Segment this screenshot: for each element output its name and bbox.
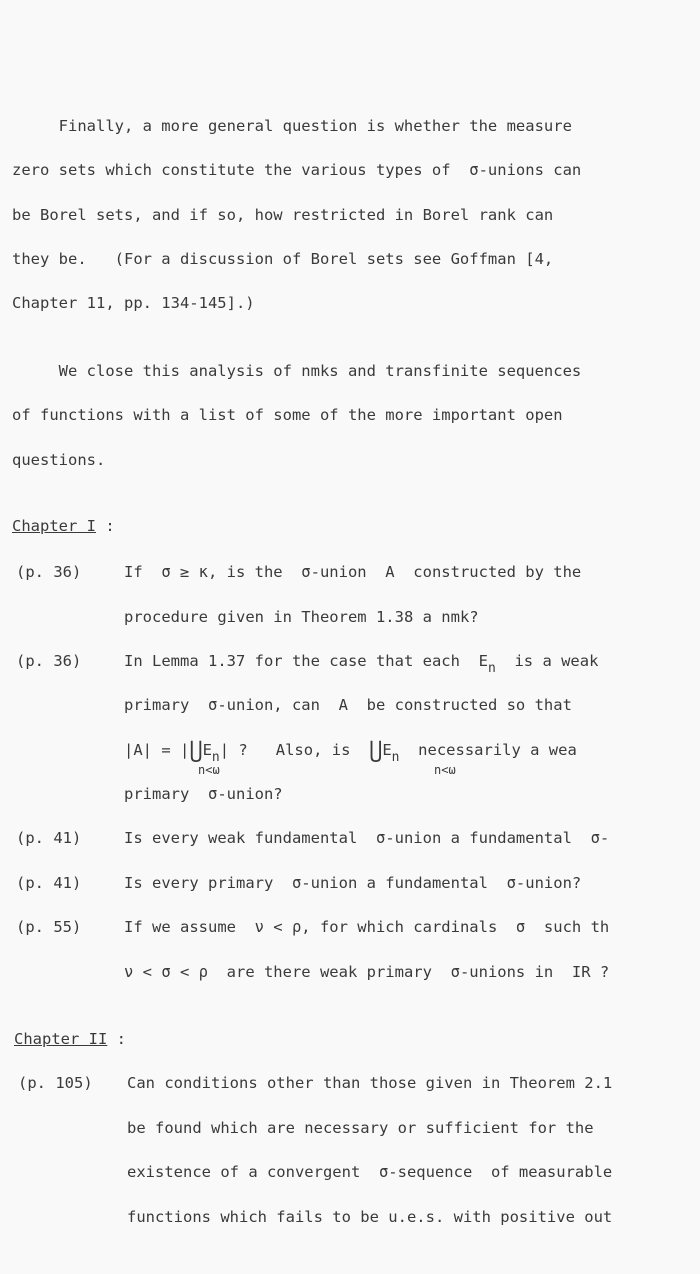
page-reference: (p. 105)	[18, 1074, 93, 1092]
page-reference: (p. 55)	[16, 918, 82, 936]
question-line: functions which fails to be u.e.s. with positive out	[127, 1208, 613, 1226]
question-text: is a weak	[495, 652, 599, 670]
page-reference: (p. 36)	[16, 563, 82, 581]
text-line: Finally, a more general question is whether the measure	[12, 117, 572, 135]
page-reference: (p. 41)	[16, 874, 82, 892]
chapter-colon: :	[107, 1030, 126, 1048]
question-text: In Lemma 1.37 for the case that each E	[124, 652, 488, 670]
formula-text: E	[382, 741, 392, 759]
page-reference: (p. 36)	[16, 652, 82, 670]
question-line: primary σ-union, can A be constructed so that	[124, 696, 572, 714]
question-line: ν < σ < ρ are there weak primary σ-unions in IR ?	[124, 963, 610, 981]
formula-line	[124, 738, 577, 765]
question-line: existence of a convergent σ-sequence of measurable	[127, 1163, 613, 1181]
page-reference: (p. 41)	[16, 829, 82, 847]
subscript: n	[487, 661, 496, 676]
question-line: If σ ≥ κ, is the σ-union A constructed by the	[124, 563, 582, 581]
chapter-title: Chapter II	[14, 1030, 108, 1048]
text-line: We close this analysis of nmks and transfinite sequences	[12, 362, 582, 380]
question-line: procedure given in Theorem 1.38 a nmk?	[124, 608, 479, 626]
subscript: n	[391, 750, 400, 765]
union-index: n<ω	[434, 763, 456, 777]
chapter-heading	[12, 516, 115, 536]
question-line: primary σ-union?	[124, 785, 283, 803]
union-symbol: ⋃	[369, 738, 383, 763]
text-line: zero sets which constitute the various types of σ-unions can	[12, 161, 582, 179]
subscript: n	[211, 750, 220, 765]
formula-text: E	[202, 741, 212, 759]
text-line: they be. (For a discussion of Borel sets see Goffman [4,	[12, 250, 554, 268]
question-line: Is every primary σ-union a fundamental σ-union?	[124, 874, 582, 892]
question-line: If we assume ν < ρ, for which cardinals σ such th	[124, 918, 610, 936]
formula-text: | ? Also, is	[219, 741, 351, 759]
text-line: be Borel sets, and if so, how restricted in Borel rank can	[12, 206, 554, 224]
question-line	[124, 651, 599, 676]
union-index: n<ω	[198, 763, 220, 777]
text-line: of functions with a list of some of the more important open	[12, 406, 563, 424]
chapter-colon: :	[96, 517, 115, 535]
question-line: be found which are necessary or sufficient for the	[127, 1119, 594, 1137]
union-symbol: ⋃	[189, 738, 203, 763]
text-line: questions.	[12, 451, 106, 469]
chapter-heading	[14, 1029, 126, 1049]
question-line: Can conditions other than those given in Theorem 2.1	[127, 1074, 613, 1092]
chapter-title: Chapter I	[12, 517, 96, 535]
text-line: Chapter 11, pp. 134-145].)	[12, 294, 255, 312]
question-line: Is every weak fundamental σ-union a fundamental σ-	[124, 829, 610, 847]
formula-text: necessarily a wea	[399, 741, 577, 759]
formula-text: |A| = |	[124, 741, 190, 759]
